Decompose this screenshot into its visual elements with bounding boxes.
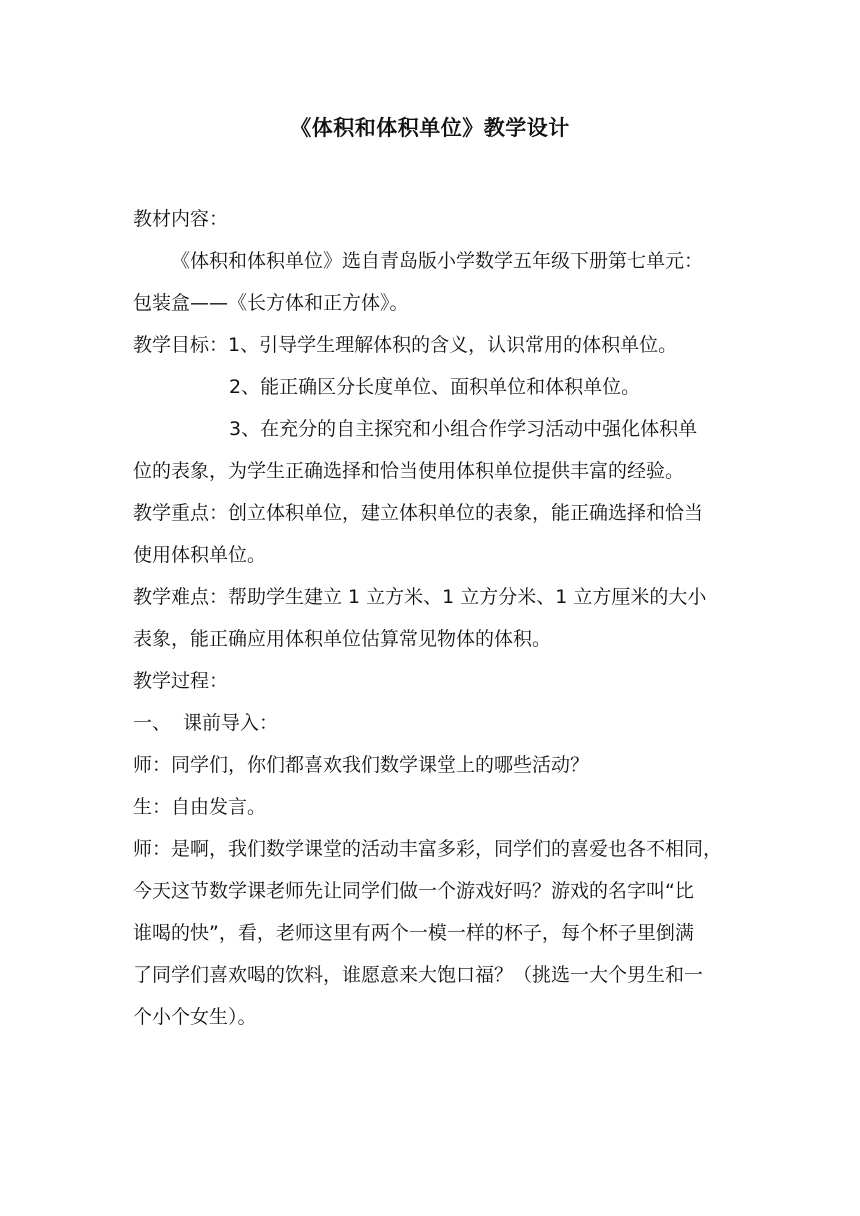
paragraph-line: 位的表象，为学生正确选择和恰当使用体积单位提供丰富的经验。 (133, 460, 685, 482)
document-body (133, 198, 733, 1038)
paragraph-line: 3、在充分的自主探究和小组合作学习活动中强化体积单 (229, 418, 698, 440)
paragraph-line: 师：同学们，你们都喜欢我们数学课堂上的哪些活动？ (133, 754, 590, 776)
paragraph-line: 今天这节数学课老师先让同学们做一个游戏好吗？游戏的名字叫“比 (133, 880, 694, 902)
paragraph-line: 教学难点：帮助学生建立 1 立方米、1 立方分米、1 立方厘米的大小 (133, 586, 707, 608)
section-heading (133, 702, 733, 744)
paragraph-line: 《体积和体积单位》选自青岛版小学数学五年级下册第七单元： (171, 250, 704, 272)
paragraph-line: 2、能正确区分长度单位、面积单位和体积单位。 (229, 376, 641, 398)
section-number: 一、 (133, 712, 172, 734)
paragraph-line: 教学重点：创立体积单位，建立体积单位的表象，能正确选择和恰当 (133, 502, 704, 524)
paragraph-line: 使用体积单位。 (133, 544, 267, 566)
paragraph-line: 教材内容： (133, 208, 229, 230)
paragraph-line: 教学目标：1、引导学生理解体积的含义，认识常用的体积单位。 (133, 334, 678, 356)
paragraph-line: 个小个女生）。 (133, 1006, 257, 1028)
paragraph-line: 包装盒——《长方体和正方体》。 (133, 292, 409, 314)
paragraph-line: 生：自由发言。 (133, 796, 267, 818)
paragraph-line: 表象，能正确应用体积单位估算常见物体的体积。 (133, 628, 552, 650)
paragraph-line: 谁喝的快”，看，老师这里有两个一模一样的杯子，每个杯子里倒满 (133, 922, 694, 944)
paragraph-line: 了同学们喜欢喝的饮料，谁愿意来大饱口福？（挑选一大个男生和一 (133, 964, 704, 986)
paragraph-line: 师：是啊，我们数学课堂的活动丰富多彩，同学们的喜爱也各不相同， (133, 838, 723, 860)
section-title: 课前导入： (183, 712, 279, 734)
paragraph-line: 教学过程： (133, 670, 229, 692)
document-title: 《体积和体积单位》教学设计 (290, 116, 570, 140)
